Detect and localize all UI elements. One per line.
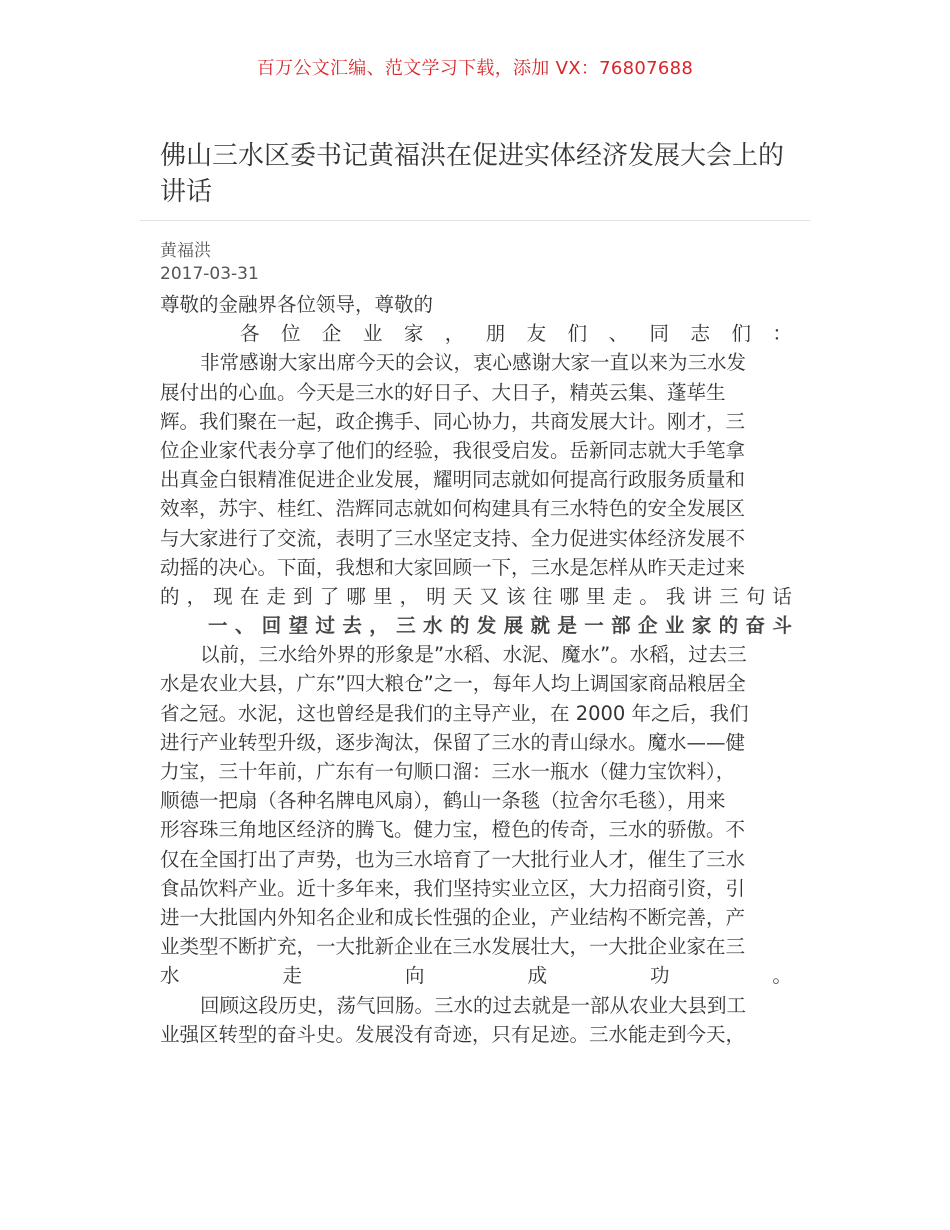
body-line: 尊敬的金融界各位领导，尊敬的 <box>160 293 434 316</box>
section-heading: 一 、 回 望 过 去 ， 三 水 的 发 展 就 是 一 部 企 业 家 的 奋 斗 <box>208 614 792 638</box>
body-line: 形容珠三角地区经济的腾飞。健力宝，橙色的传奇，三水的骄傲。不 <box>160 818 746 842</box>
body-line: 以前，三水给外界的形象是”水稻、水泥、魔水”。水稻，过去三 <box>200 643 747 667</box>
article-title <box>160 138 800 210</box>
body-line: 仅在全国打出了声势，也为三水培育了一大批行业人才，催生了三水 <box>160 847 746 871</box>
article-author: 黄福洪 <box>160 241 211 261</box>
body-line: 展付出的心血。今天是三水的好日子、大日子，精英云集、蓬荜生 <box>160 380 726 404</box>
promo-banner: 百万公文汇编、范文学习下载，添加 VX：76807688 <box>256 58 694 79</box>
body-line: 业强区转型的奋斗史。发展没有奇迹，只有足迹。三水能走到今天， <box>160 1022 746 1046</box>
body-line: 与大家进行了交流，表明了三水坚定支持、全力促进实体经济发展不 <box>160 526 746 550</box>
article-body <box>160 290 792 1049</box>
body-line: 辉。我们聚在一起，政企携手、同心协力，共商发展大计。刚才，三 <box>160 409 746 433</box>
body-line: 进一大批国内外知名企业和成长性强的企业，产业结构不断完善，产 <box>160 905 746 929</box>
title-line-1: 佛山三水区委书记黄福洪在促进实体经济发展大会上的 <box>160 141 785 171</box>
body-line: 业类型不断扩充，一大批新企业在三水发展壮大，一大批企业家在三 <box>160 935 746 959</box>
body-line: 省之冠。水泥，这也曾经是我们的主导产业，在 2000 年之后，我们 <box>160 701 749 725</box>
body-line: 出真金白银精准促进企业发展，耀明同志就如何提高行政服务质量和 <box>160 468 746 492</box>
body-line: 位企业家代表分享了他们的经验，我很受启发。岳新同志就大手笔拿 <box>160 438 746 462</box>
body-line: 顺德一把扇（各种名牌电风扇），鹤山一条毯（拉舍尔毛毯），用来 <box>160 789 726 813</box>
body-line: 效率，苏宇、桂红、浩辉同志就如何构建具有三水特色的安全发展区 <box>160 497 746 521</box>
body-line: 非常感谢大家出席今天的会议，衷心感谢大家一直以来为三水发 <box>200 351 747 375</box>
body-line: 食品饮料产业。近十多年来，我们坚持实业立区，大力招商引资，引 <box>160 876 746 900</box>
body-line: 水 走 向 成 功 。 <box>160 964 792 988</box>
body-line: 各 位 企 业 家 ， 朋 友 们 、 同 志 们 ： <box>240 322 792 346</box>
body-line: 回顾这段历史，荡气回肠。三水的过去就是一部从农业大县到工 <box>200 993 747 1017</box>
title-line-2: 讲话 <box>160 177 213 207</box>
body-line: 力宝，三十年前，广东有一句顺口溜：三水一瓶水（健力宝饮料）， <box>160 760 736 783</box>
body-line: 进行产业转型升级，逐步淘汰，保留了三水的青山绿水。魔水——健 <box>160 730 746 754</box>
article-date: 2017-03-31 <box>160 264 259 284</box>
body-line: 的 ， 现 在 走 到 了 哪 里 ， 明 天 又 该 往 哪 里 走 。 我 讲 三 句 话 <box>160 584 792 608</box>
body-line: 水是农业大县，广东”四大粮仓”之一，每年人均上调国家商品粮居全 <box>160 672 746 696</box>
body-line: 动摇的决心。下面，我想和大家回顾一下，三水是怎样从昨天走过来 <box>160 555 746 579</box>
title-divider <box>140 220 810 221</box>
